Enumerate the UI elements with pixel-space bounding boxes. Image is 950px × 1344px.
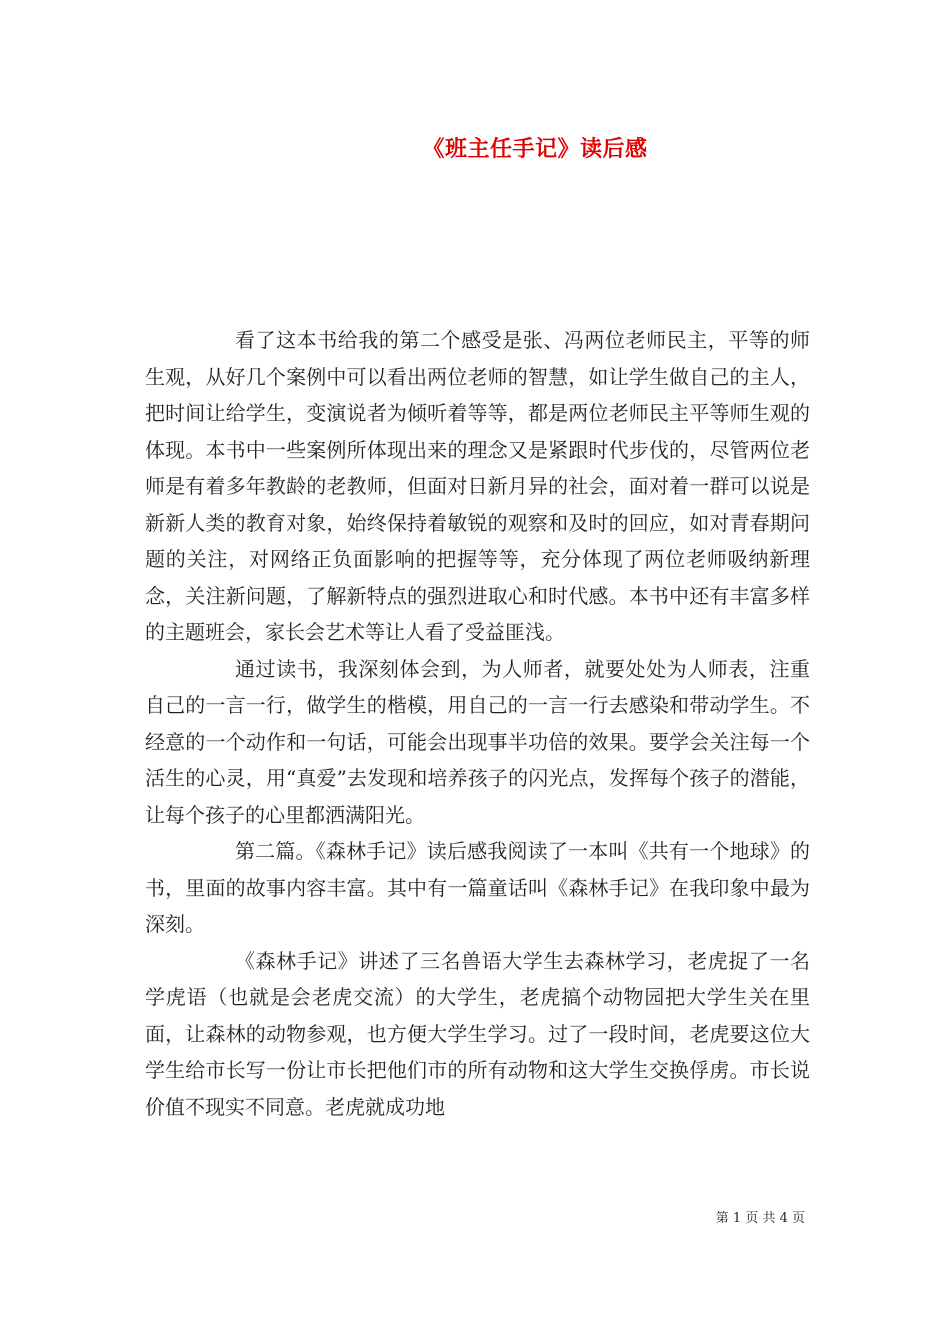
paragraph: 通过读书，我深刻体会到，为人师者，就要处处为人师表，注重自己的一言一行，做学生的楷模，用自己的一言一行去感染和带动学生。不经意的一个动作和一句话，可能会出现事半功倍的效果。要学会关注每一个活生的心灵，用“真爱”去发现和培养孩子的闪光点，发挥每个孩子的潜能，让每个孩子的心里都洒满阳光。 (145, 656, 810, 827)
page-number-footer: 第 1 页 共 4 页 (715, 1211, 805, 1226)
paragraph: 《森林手记》讲述了三名兽语大学生去森林学习，老虎捉了一名学虎语（也就是会老虎交流）的大学生，老虎搞个动物园把大学生关在里面，让森林的动物参观，也方便大学生学习。过了一段时间，老虎要这位大学生给市长写一份让市长把他们市的所有动物和这大学生交换俘虏。市长说价值不现实不同意。老虎就成功地 (145, 948, 810, 1119)
paragraph: 第二篇。《森林手记》读后感我阅读了一本叫《共有一个地球》的书，里面的故事内容丰富。其中有一篇童话叫《森林手记》在我印象中最为深刻。 (145, 839, 810, 936)
paragraph: 看了这本书给我的第二个感受是张、冯两位老师民主，平等的师生观，从好几个案例中可以看出两位老师的智慧，如让学生做自己的主人，把时间让给学生，变演说者为倾听着等等，都是两位老师民主平等师生观的体现。本书中一些案例所体现出来的理念又是紧跟时代步伐的，尽管两位老师是有着多年教龄的老教师，但面对日新月异的社会，面对着一群可以说是新新人类的教育对象，始终保持着敏锐的观察和及时的回应，如对青春期问题的关注，对网络正负面影响的把握等等，充分体现了两位老师吸纳新理念，关注新问题，了解新特点的强烈进取心和时代感。本书中还有丰富多样的主题班会，家长会艺术等让人看了受益匪浅。 (145, 328, 810, 644)
document-body (145, 322, 810, 1125)
document-title: 《班主任手记》读后感 (422, 136, 648, 162)
